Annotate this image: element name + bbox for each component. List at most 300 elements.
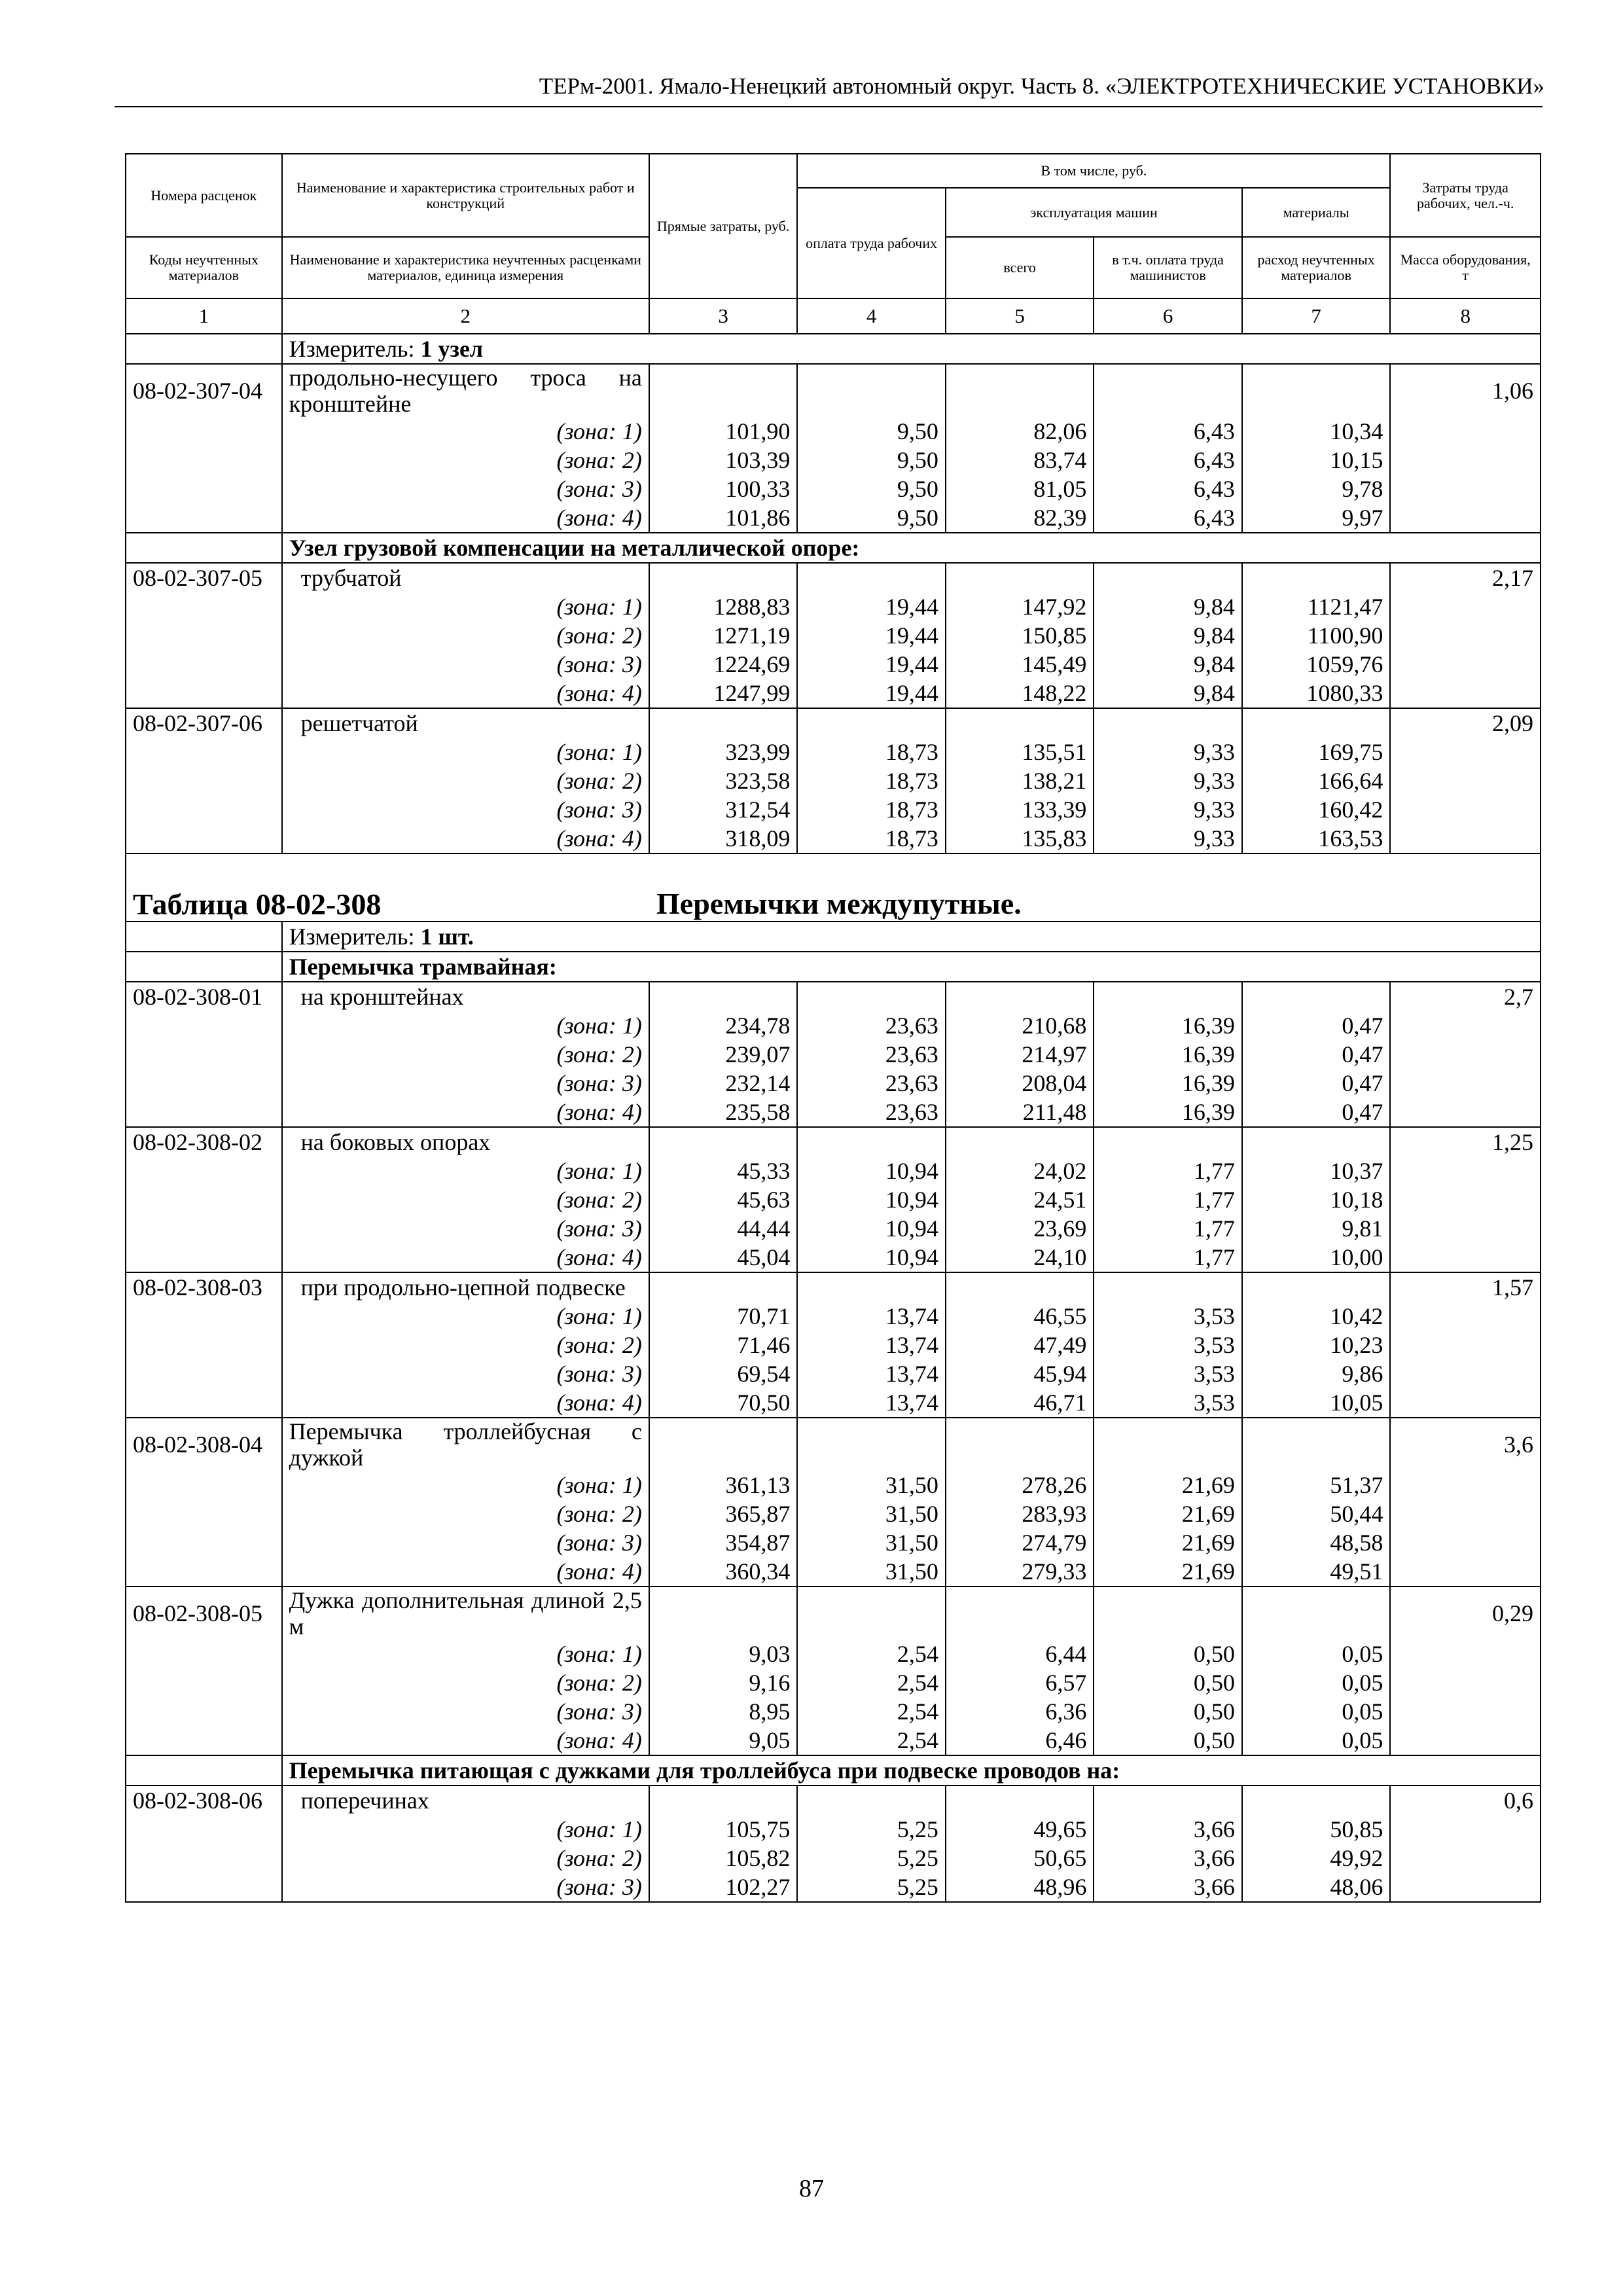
zone-row (126, 592, 1541, 621)
materials-value: 10,15 (1242, 446, 1391, 475)
rate-code: 08-02-308-01 (126, 982, 282, 1011)
machines-total: 211,48 (946, 1098, 1094, 1127)
zone-label: (зона: 1) (282, 417, 649, 446)
header-materials: материалы (1242, 188, 1391, 237)
direct-costs: 312,54 (649, 795, 798, 824)
worker-wages: 5,25 (797, 1815, 946, 1844)
empty-cell (1242, 708, 1391, 738)
empty-cell (797, 1418, 946, 1471)
direct-costs: 323,58 (649, 766, 798, 795)
rate-code: 08-02-308-03 (126, 1272, 282, 1302)
item-name: Дужка дополнительная длиной 2,5 м (282, 1587, 649, 1640)
empty-cell (126, 1873, 282, 1902)
worker-wages: 5,25 (797, 1844, 946, 1873)
direct-costs: 101,90 (649, 417, 798, 446)
direct-costs: 71,46 (649, 1331, 798, 1359)
empty-cell (126, 1069, 282, 1098)
empty-cell (126, 503, 282, 533)
zone-label: (зона: 3) (282, 1873, 649, 1902)
item-name: на кронштейнах (282, 982, 649, 1011)
direct-costs: 105,82 (649, 1844, 798, 1873)
empty-cell (1390, 1185, 1541, 1214)
zone-label: (зона: 2) (282, 1185, 649, 1214)
item-row (126, 1785, 1541, 1815)
header-direct-costs: Прямые затраты, руб. (649, 154, 798, 298)
header-machinist-wages: в т.ч. оплата труда машинистов (1094, 237, 1242, 298)
direct-costs: 323,99 (649, 738, 798, 766)
zone-label: (зона: 1) (282, 738, 649, 766)
worker-wages: 5,25 (797, 1873, 946, 1902)
empty-cell (649, 982, 798, 1011)
item-row (126, 563, 1541, 592)
materials-value: 169,75 (1242, 738, 1391, 766)
empty-cell (126, 766, 282, 795)
empty-cell (126, 1668, 282, 1697)
worker-wages: 2,54 (797, 1697, 946, 1726)
header-work-name: Наименование и характеристика строительных работ и конструкций (282, 154, 649, 237)
item-name: поперечинах (282, 1785, 649, 1815)
item-row (126, 1272, 1541, 1302)
zone-label: (зона: 4) (282, 824, 649, 853)
rate-code: 08-02-307-06 (126, 708, 282, 738)
header-material-name: Наименование и характеристика неучтенных расценками материалов, единица измерения (282, 237, 649, 298)
empty-cell (946, 708, 1094, 738)
machinist-wages: 6,43 (1094, 417, 1242, 446)
zone-row (126, 1388, 1541, 1418)
machines-total: 23,69 (946, 1214, 1094, 1243)
machinist-wages: 9,33 (1094, 738, 1242, 766)
zone-label: (зона: 1) (282, 1815, 649, 1844)
measure-unit: 1 шт. (420, 924, 474, 950)
direct-costs: 70,50 (649, 1388, 798, 1418)
zone-row (126, 1331, 1541, 1359)
empty-cell (1390, 621, 1541, 650)
worker-wages: 9,50 (797, 475, 946, 503)
direct-costs: 365,87 (649, 1499, 798, 1528)
rate-code: 08-02-308-05 (126, 1587, 282, 1640)
materials-value: 0,05 (1242, 1726, 1391, 1755)
empty-cell (126, 417, 282, 446)
empty-cell (126, 1185, 282, 1214)
labor-costs: 0,29 (1390, 1587, 1541, 1640)
empty-cell (126, 922, 282, 952)
zone-row (126, 446, 1541, 475)
labor-costs: 2,09 (1390, 708, 1541, 738)
materials-value: 10,42 (1242, 1302, 1391, 1331)
machines-total: 145,49 (946, 650, 1094, 679)
empty-cell (797, 1785, 946, 1815)
zone-label: (зона: 4) (282, 1098, 649, 1127)
machinist-wages: 21,69 (1094, 1499, 1242, 1528)
worker-wages: 18,73 (797, 824, 946, 853)
zone-row (126, 1243, 1541, 1272)
zone-label: (зона: 2) (282, 766, 649, 795)
zone-label: (зона: 2) (282, 446, 649, 475)
item-name: решетчатой (282, 708, 649, 738)
labor-costs: 0,6 (1390, 1785, 1541, 1815)
rate-code: 08-02-307-04 (126, 364, 282, 417)
machinist-wages: 1,77 (1094, 1157, 1242, 1185)
direct-costs: 101,86 (649, 503, 798, 533)
empty-cell (1390, 446, 1541, 475)
zone-row (126, 1815, 1541, 1844)
empty-cell (1242, 982, 1391, 1011)
empty-cell (649, 1587, 798, 1640)
column-number: 2 (282, 298, 649, 334)
machinist-wages: 21,69 (1094, 1557, 1242, 1587)
direct-costs: 103,39 (649, 446, 798, 475)
machines-total: 147,92 (946, 592, 1094, 621)
zone-label: (зона: 3) (282, 475, 649, 503)
empty-cell (126, 1528, 282, 1557)
empty-cell (797, 364, 946, 417)
machinist-wages: 6,43 (1094, 503, 1242, 533)
machines-total: 6,57 (946, 1668, 1094, 1697)
materials-value: 166,64 (1242, 766, 1391, 795)
empty-cell (1390, 1214, 1541, 1243)
empty-cell (946, 1587, 1094, 1640)
empty-cell (1390, 1471, 1541, 1499)
zone-label: (зона: 4) (282, 679, 649, 708)
section-heading: Узел грузовой компенсации на металлической опоре: (282, 533, 1541, 563)
machinist-wages: 3,53 (1094, 1388, 1242, 1418)
worker-wages: 2,54 (797, 1726, 946, 1755)
machines-total: 283,93 (946, 1499, 1094, 1528)
zone-row (126, 1528, 1541, 1557)
machines-total: 24,02 (946, 1157, 1094, 1185)
empty-cell (1242, 1587, 1391, 1640)
empty-cell (946, 364, 1094, 417)
header-worker-wages: оплата труда рабочих (797, 188, 946, 298)
machines-total: 81,05 (946, 475, 1094, 503)
worker-wages: 19,44 (797, 621, 946, 650)
empty-cell (1390, 795, 1541, 824)
direct-costs: 9,03 (649, 1640, 798, 1668)
zone-row (126, 1557, 1541, 1587)
zone-row (126, 475, 1541, 503)
item-row (126, 708, 1541, 738)
table-title: Таблица 08-02-308 (133, 888, 382, 921)
zone-label: (зона: 4) (282, 1243, 649, 1272)
materials-value: 0,47 (1242, 1011, 1391, 1040)
empty-cell (1390, 1243, 1541, 1272)
machinist-wages: 9,33 (1094, 795, 1242, 824)
labor-costs: 2,17 (1390, 563, 1541, 592)
machinist-wages: 0,50 (1094, 1668, 1242, 1697)
empty-cell (126, 1098, 282, 1127)
empty-cell (1390, 1640, 1541, 1668)
measure-unit: 1 узел (420, 336, 484, 362)
zone-label: (зона: 2) (282, 1668, 649, 1697)
empty-cell (126, 1157, 282, 1185)
worker-wages: 23,63 (797, 1069, 946, 1098)
materials-value: 50,44 (1242, 1499, 1391, 1528)
machines-total: 82,39 (946, 503, 1094, 533)
measure-label (282, 922, 1541, 952)
empty-cell (1094, 1272, 1242, 1302)
machinist-wages: 9,33 (1094, 824, 1242, 853)
empty-cell (1390, 766, 1541, 795)
header-machines-total: всего (946, 237, 1094, 298)
table-header (126, 154, 1541, 334)
materials-value: 163,53 (1242, 824, 1391, 853)
machines-total: 279,33 (946, 1557, 1094, 1587)
zone-label: (зона: 4) (282, 1726, 649, 1755)
zone-label: (зона: 3) (282, 650, 649, 679)
materials-value: 1121,47 (1242, 592, 1391, 621)
machines-total: 6,36 (946, 1697, 1094, 1726)
materials-value: 48,58 (1242, 1528, 1391, 1557)
zone-label: (зона: 2) (282, 1499, 649, 1528)
empty-cell (126, 1302, 282, 1331)
empty-cell (797, 1127, 946, 1157)
direct-costs: 8,95 (649, 1697, 798, 1726)
empty-cell (126, 1388, 282, 1418)
header-rate-numbers: Номера расценок (126, 154, 282, 237)
direct-costs: 100,33 (649, 475, 798, 503)
header-material-codes: Коды неучтенных материалов (126, 237, 282, 298)
machines-total: 50,65 (946, 1844, 1094, 1873)
empty-cell (126, 952, 282, 982)
materials-value: 10,37 (1242, 1157, 1391, 1185)
section-heading: Перемычка питающая с дужками для троллейбуса при подвеске проводов на: (282, 1755, 1541, 1785)
empty-cell (797, 1587, 946, 1640)
materials-value: 10,18 (1242, 1185, 1391, 1214)
empty-cell (126, 1499, 282, 1528)
materials-value: 0,47 (1242, 1069, 1391, 1098)
worker-wages: 18,73 (797, 738, 946, 766)
zone-label: (зона: 2) (282, 1331, 649, 1359)
empty-cell (126, 1243, 282, 1272)
empty-cell (946, 982, 1094, 1011)
empty-cell (1390, 1157, 1541, 1185)
empty-cell (126, 650, 282, 679)
worker-wages: 9,50 (797, 446, 946, 475)
materials-value: 9,97 (1242, 503, 1391, 533)
header-including: В том числе, руб. (797, 154, 1390, 188)
rate-code: 08-02-308-06 (126, 1785, 282, 1815)
machines-total: 274,79 (946, 1528, 1094, 1557)
empty-cell (1390, 1388, 1541, 1418)
machinist-wages: 16,39 (1094, 1069, 1242, 1098)
worker-wages: 23,63 (797, 1040, 946, 1069)
machinist-wages: 16,39 (1094, 1040, 1242, 1069)
zone-label: (зона: 3) (282, 1214, 649, 1243)
empty-cell (1390, 1668, 1541, 1697)
labor-costs: 1,06 (1390, 364, 1541, 417)
machinist-wages: 3,66 (1094, 1844, 1242, 1873)
zone-row (126, 1844, 1541, 1873)
header-rule (115, 106, 1543, 107)
column-number: 6 (1094, 298, 1242, 334)
empty-cell (1094, 982, 1242, 1011)
empty-cell (126, 592, 282, 621)
zone-label: (зона: 1) (282, 1302, 649, 1331)
materials-value: 0,05 (1242, 1668, 1391, 1697)
zone-row (126, 766, 1541, 795)
empty-cell (797, 708, 946, 738)
zone-row (126, 1499, 1541, 1528)
worker-wages: 10,94 (797, 1243, 946, 1272)
machinist-wages: 3,53 (1094, 1331, 1242, 1359)
machinist-wages: 21,69 (1094, 1471, 1242, 1499)
direct-costs: 232,14 (649, 1069, 798, 1098)
machines-total: 24,10 (946, 1243, 1094, 1272)
item-name: трубчатой (282, 563, 649, 592)
empty-cell (1094, 1587, 1242, 1640)
machines-total: 150,85 (946, 621, 1094, 650)
machines-total: 208,04 (946, 1069, 1094, 1098)
machines-total: 138,21 (946, 766, 1094, 795)
materials-value: 9,81 (1242, 1214, 1391, 1243)
machines-total: 210,68 (946, 1011, 1094, 1040)
materials-value: 48,06 (1242, 1873, 1391, 1902)
labor-costs: 1,57 (1390, 1272, 1541, 1302)
materials-value: 0,05 (1242, 1697, 1391, 1726)
labor-costs: 3,6 (1390, 1418, 1541, 1471)
measure-row (126, 922, 1541, 952)
labor-costs: 1,25 (1390, 1127, 1541, 1157)
machines-total: 46,71 (946, 1388, 1094, 1418)
empty-cell (1094, 563, 1242, 592)
materials-value: 51,37 (1242, 1471, 1391, 1499)
machines-total: 46,55 (946, 1302, 1094, 1331)
empty-cell (1390, 1331, 1541, 1359)
machines-total: 214,97 (946, 1040, 1094, 1069)
empty-cell (1390, 1557, 1541, 1587)
empty-cell (649, 1272, 798, 1302)
column-number: 7 (1242, 298, 1391, 334)
machinist-wages: 1,77 (1094, 1185, 1242, 1214)
empty-cell (1390, 1726, 1541, 1755)
worker-wages: 9,50 (797, 417, 946, 446)
direct-costs: 44,44 (649, 1214, 798, 1243)
worker-wages: 31,50 (797, 1557, 946, 1587)
machines-total: 49,65 (946, 1815, 1094, 1844)
empty-cell (1390, 1302, 1541, 1331)
empty-cell (946, 1272, 1094, 1302)
direct-costs: 45,63 (649, 1185, 798, 1214)
machines-total: 148,22 (946, 679, 1094, 708)
header-machine-operation: эксплуатация машин (946, 188, 1242, 237)
machines-total: 82,06 (946, 417, 1094, 446)
empty-cell (126, 738, 282, 766)
worker-wages: 10,94 (797, 1185, 946, 1214)
machinist-wages: 0,50 (1094, 1640, 1242, 1668)
empty-cell (126, 1726, 282, 1755)
machinist-wages: 9,84 (1094, 679, 1242, 708)
empty-cell (126, 679, 282, 708)
machinist-wages: 21,69 (1094, 1528, 1242, 1557)
materials-value: 10,00 (1242, 1243, 1391, 1272)
column-number: 8 (1390, 298, 1541, 334)
empty-cell (1390, 1528, 1541, 1557)
item-row (126, 1418, 1541, 1471)
empty-cell (126, 1471, 282, 1499)
empty-cell (126, 446, 282, 475)
rate-code: 08-02-308-04 (126, 1418, 282, 1471)
empty-cell (1390, 679, 1541, 708)
empty-cell (649, 1785, 798, 1815)
machinist-wages: 3,53 (1094, 1359, 1242, 1388)
worker-wages: 19,44 (797, 679, 946, 708)
empty-cell (126, 1815, 282, 1844)
worker-wages: 13,74 (797, 1359, 946, 1388)
machinist-wages: 9,33 (1094, 766, 1242, 795)
direct-costs: 69,54 (649, 1359, 798, 1388)
machines-total: 47,49 (946, 1331, 1094, 1359)
table-title-row (126, 853, 1541, 922)
item-row (126, 1587, 1541, 1640)
zone-row (126, 738, 1541, 766)
zone-row (126, 1098, 1541, 1127)
machines-total: 135,51 (946, 738, 1094, 766)
machines-total: 6,44 (946, 1640, 1094, 1668)
measure-row (126, 334, 1541, 364)
empty-cell (649, 1418, 798, 1471)
empty-cell (1094, 1127, 1242, 1157)
worker-wages: 19,44 (797, 592, 946, 621)
direct-costs: 1288,83 (649, 592, 798, 621)
worker-wages: 13,74 (797, 1388, 946, 1418)
empty-cell (1390, 1844, 1541, 1873)
zone-row (126, 621, 1541, 650)
zone-row (126, 679, 1541, 708)
direct-costs: 361,13 (649, 1471, 798, 1499)
direct-costs: 102,27 (649, 1873, 798, 1902)
column-number: 1 (126, 298, 282, 334)
empty-cell (649, 1127, 798, 1157)
worker-wages: 13,74 (797, 1302, 946, 1331)
worker-wages: 23,63 (797, 1011, 946, 1040)
empty-cell (1094, 1418, 1242, 1471)
zone-label: (зона: 1) (282, 1640, 649, 1668)
materials-value: 1080,33 (1242, 679, 1391, 708)
zone-row (126, 1011, 1541, 1040)
machines-total: 83,74 (946, 446, 1094, 475)
worker-wages: 2,54 (797, 1640, 946, 1668)
labor-costs: 2,7 (1390, 982, 1541, 1011)
section-heading-row (126, 952, 1541, 982)
empty-cell (946, 1127, 1094, 1157)
worker-wages: 23,63 (797, 1098, 946, 1127)
item-name: при продольно-цепной подвеске (282, 1272, 649, 1302)
materials-value: 10,23 (1242, 1331, 1391, 1359)
empty-cell (1390, 1873, 1541, 1902)
section-heading-row (126, 1755, 1541, 1785)
empty-cell (1390, 1069, 1541, 1098)
empty-cell (126, 1331, 282, 1359)
zone-label: (зона: 3) (282, 1069, 649, 1098)
worker-wages: 10,94 (797, 1157, 946, 1185)
machines-total: 135,83 (946, 824, 1094, 853)
direct-costs: 45,04 (649, 1243, 798, 1272)
direct-costs: 1271,19 (649, 621, 798, 650)
zone-row (126, 824, 1541, 853)
empty-cell (126, 334, 282, 364)
worker-wages: 31,50 (797, 1471, 946, 1499)
table-title-cell (126, 853, 1541, 922)
zone-row (126, 1726, 1541, 1755)
column-number: 3 (649, 298, 798, 334)
direct-costs: 360,34 (649, 1557, 798, 1587)
item-row (126, 982, 1541, 1011)
zone-row (126, 1471, 1541, 1499)
machines-total: 48,96 (946, 1873, 1094, 1902)
table-name: Перемычки междупутные. (656, 887, 1022, 920)
measure-label-text: Измеритель: (289, 336, 415, 362)
worker-wages: 31,50 (797, 1528, 946, 1557)
